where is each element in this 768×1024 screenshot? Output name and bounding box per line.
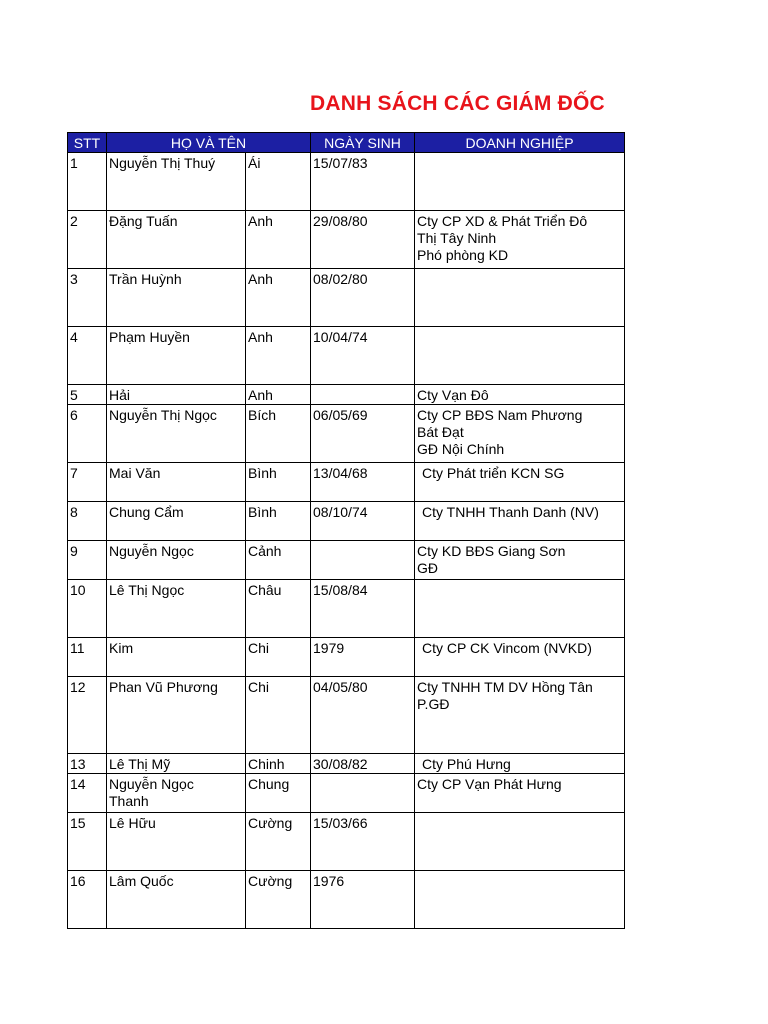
cell-ten: Cường — [246, 871, 311, 929]
cell-doanh-nghiep: Cty Phú Hưng — [415, 754, 625, 774]
table-row — [68, 153, 625, 211]
cell-ho: Nguyễn Thị Thuý — [107, 153, 246, 211]
cell-ngay-sinh: 08/10/74 — [311, 502, 415, 541]
cell-stt: 1 — [68, 153, 107, 211]
cell-ho: Chung Cẩm — [107, 502, 246, 541]
cell-doanh-nghiep: Cty TNHH TM DV Hồng Tân P.GĐ — [415, 677, 625, 754]
cell-ngay-sinh: 29/08/80 — [311, 211, 415, 269]
cell-stt: 7 — [68, 463, 107, 502]
cell-ho: Phạm Huyền — [107, 327, 246, 385]
table-row — [68, 269, 625, 327]
table-row — [68, 463, 625, 502]
cell-ten: Chi — [246, 677, 311, 754]
cell-ten: Cường — [246, 813, 311, 871]
cell-ten: Chi — [246, 638, 311, 677]
cell-ngay-sinh: 15/08/84 — [311, 580, 415, 638]
header-doanh-nghiep: DOANH NGHIỆP — [415, 133, 625, 153]
table-row — [68, 677, 625, 754]
cell-ten: Cảnh — [246, 541, 311, 580]
table-row — [68, 754, 625, 774]
cell-doanh-nghiep: Cty CP XD & Phát Triển Đô Thị Tây Ninh Phó phòng KD — [415, 211, 625, 269]
cell-doanh-nghiep: Cty CP Vạn Phát Hưng — [415, 774, 625, 813]
table-row — [68, 502, 625, 541]
cell-ten: Châu — [246, 580, 311, 638]
cell-ho: Lâm Quốc — [107, 871, 246, 929]
header-ho-va-ten: HỌ VÀ TÊN — [107, 133, 311, 153]
cell-ngay-sinh: 13/04/68 — [311, 463, 415, 502]
cell-ho: Nguyễn Thị Ngọc — [107, 405, 246, 463]
cell-doanh-nghiep — [415, 580, 625, 638]
cell-stt: 16 — [68, 871, 107, 929]
cell-doanh-nghiep: Cty CP CK Vincom (NVKD) — [415, 638, 625, 677]
cell-ngay-sinh: 15/07/83 — [311, 153, 415, 211]
cell-ngay-sinh: 08/02/80 — [311, 269, 415, 327]
table-row — [68, 385, 625, 405]
table-row — [68, 405, 625, 463]
cell-ho: Phan Vũ Phương — [107, 677, 246, 754]
table-row — [68, 638, 625, 677]
cell-stt: 5 — [68, 385, 107, 405]
cell-stt: 13 — [68, 754, 107, 774]
cell-ten: Anh — [246, 327, 311, 385]
table-row — [68, 774, 625, 813]
cell-ngay-sinh: 30/08/82 — [311, 754, 415, 774]
cell-doanh-nghiep — [415, 153, 625, 211]
table-header-row — [68, 133, 625, 153]
cell-ho: Nguyễn Ngọc — [107, 541, 246, 580]
table-row — [68, 327, 625, 385]
directors-table — [67, 132, 625, 929]
cell-ngay-sinh: 1979 — [311, 638, 415, 677]
cell-doanh-nghiep — [415, 871, 625, 929]
header-ngay-sinh: NGÀY SINH — [311, 133, 415, 153]
cell-ten: Chinh — [246, 754, 311, 774]
cell-ngay-sinh: 04/05/80 — [311, 677, 415, 754]
cell-ngay-sinh — [311, 385, 415, 405]
cell-ho: Lê Thị Mỹ — [107, 754, 246, 774]
cell-doanh-nghiep — [415, 813, 625, 871]
cell-stt: 8 — [68, 502, 107, 541]
cell-stt: 6 — [68, 405, 107, 463]
cell-stt: 12 — [68, 677, 107, 754]
cell-ten: Bình — [246, 463, 311, 502]
cell-ngay-sinh — [311, 541, 415, 580]
cell-ho: Trần Huỳnh — [107, 269, 246, 327]
cell-ho: Lê Hữu — [107, 813, 246, 871]
cell-doanh-nghiep: Cty CP BĐS Nam Phương Bát Đạt GĐ Nội Chính — [415, 405, 625, 463]
table-row — [68, 580, 625, 638]
cell-ho: Mai Văn — [107, 463, 246, 502]
cell-doanh-nghiep: Cty Vạn Đô — [415, 385, 625, 405]
cell-ho: Lê Thị Ngọc — [107, 580, 246, 638]
cell-ten: Anh — [246, 269, 311, 327]
cell-stt: 10 — [68, 580, 107, 638]
cell-ten: Anh — [246, 385, 311, 405]
cell-stt: 4 — [68, 327, 107, 385]
cell-ngay-sinh: 15/03/66 — [311, 813, 415, 871]
table-row — [68, 871, 625, 929]
cell-ngay-sinh: 1976 — [311, 871, 415, 929]
cell-stt: 2 — [68, 211, 107, 269]
table-row — [68, 211, 625, 269]
document-title: DANH SÁCH CÁC GIÁM ĐỐC — [310, 92, 605, 115]
table-row — [68, 813, 625, 871]
cell-ten: Chung — [246, 774, 311, 813]
cell-ngay-sinh — [311, 774, 415, 813]
cell-stt: 3 — [68, 269, 107, 327]
cell-ngay-sinh: 06/05/69 — [311, 405, 415, 463]
header-stt: STT — [68, 133, 107, 153]
cell-ten: Anh — [246, 211, 311, 269]
cell-ngay-sinh: 10/04/74 — [311, 327, 415, 385]
cell-doanh-nghiep: Cty Phát triển KCN SG — [415, 463, 625, 502]
cell-ho: Đặng Tuấn — [107, 211, 246, 269]
cell-stt: 9 — [68, 541, 107, 580]
cell-ten: Ái — [246, 153, 311, 211]
cell-doanh-nghiep — [415, 327, 625, 385]
cell-stt: 11 — [68, 638, 107, 677]
cell-ho: Hải — [107, 385, 246, 405]
cell-ten: Bích — [246, 405, 311, 463]
table-row — [68, 541, 625, 580]
cell-stt: 15 — [68, 813, 107, 871]
cell-doanh-nghiep — [415, 269, 625, 327]
cell-ho: Kim — [107, 638, 246, 677]
cell-doanh-nghiep: Cty KD BĐS Giang Sơn GĐ — [415, 541, 625, 580]
cell-ho: Nguyễn Ngọc Thanh — [107, 774, 246, 813]
table-body — [68, 153, 625, 929]
cell-doanh-nghiep: Cty TNHH Thanh Danh (NV) — [415, 502, 625, 541]
cell-ten: Bình — [246, 502, 311, 541]
cell-stt: 14 — [68, 774, 107, 813]
